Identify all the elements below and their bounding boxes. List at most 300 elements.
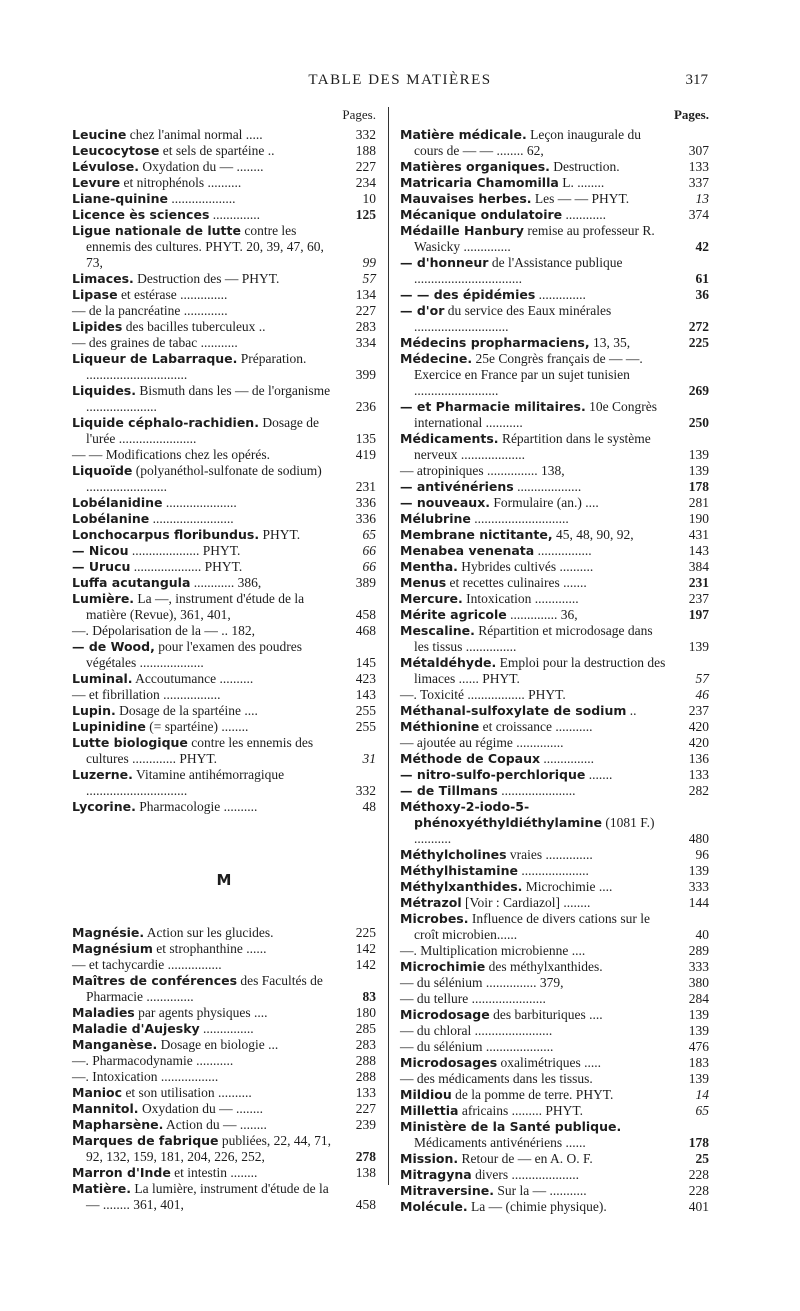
- entry-heading: Membrane nictitante,: [400, 527, 553, 542]
- entry-page: 284: [688, 991, 709, 1006]
- entry-heading: Mildiou: [400, 1087, 452, 1102]
- entry-page: 234: [355, 175, 376, 190]
- entry-text: Matière. La lumière, instrument d'étude de la — ........ 361, 401,: [72, 1181, 329, 1212]
- entry-page: 334: [355, 335, 376, 350]
- entry-text: Liqueur de Labarraque. Préparation. ..............................: [72, 351, 307, 382]
- entry-heading: Lycorine.: [72, 799, 136, 814]
- entry-text: Menabea venenata ................: [400, 543, 592, 558]
- index-entry: [400, 943, 709, 959]
- entry-page: 228: [688, 1183, 709, 1198]
- entry-text: — Urucu .................... PHYT.: [72, 559, 243, 574]
- index-entry: [72, 271, 376, 287]
- entry-heading: Lupin.: [72, 703, 116, 718]
- entry-heading: Méthylxanthides.: [400, 879, 523, 894]
- index-entry: [400, 1183, 709, 1199]
- entry-page: 42: [695, 239, 709, 254]
- entry-heading: Maladie d'Aujesky: [72, 1021, 200, 1036]
- entry-heading: Mitragyna: [400, 1167, 472, 1182]
- entry-heading: — d'or: [400, 303, 445, 318]
- entry-page: 384: [688, 559, 709, 574]
- entry-heading: Médecins propharmaciens,: [400, 335, 590, 350]
- entry-text: Marques de fabrique publiées, 22, 44, 71, 92, 132, 159, 181, 204, 226, 252,: [72, 1133, 332, 1164]
- entry-heading: Lobélanidine: [72, 495, 163, 510]
- entry-page: 178: [688, 1135, 709, 1150]
- entry-page: 399: [355, 367, 376, 382]
- entry-text: Marron d'Inde et intestin ........: [72, 1165, 258, 1180]
- entry-heading: Ligue nationale de lutte: [72, 223, 241, 238]
- index-entry: [400, 175, 709, 191]
- index-entry: [400, 687, 709, 703]
- entry-text: Lutte biologique contre les ennemis des cultures ............. PHYT.: [72, 735, 314, 766]
- entry-page: 225: [688, 335, 709, 350]
- index-entry: [72, 1117, 376, 1133]
- index-entry: [72, 559, 376, 575]
- entry-text: Mission. Retour de — en A. O. F.: [400, 1151, 593, 1166]
- entry-text: — antivénériens ...................: [400, 479, 582, 494]
- entry-text: — de Tillmans ......................: [400, 783, 576, 798]
- entry-text: Lycorine. Pharmacologie ..........: [72, 799, 258, 814]
- index-entry: [72, 1085, 376, 1101]
- entry-heading: — de Wood,: [72, 639, 155, 654]
- entry-page: 239: [355, 1117, 376, 1132]
- entry-text: — et Pharmacie militaires. 10e Congrès international ...........: [400, 399, 657, 430]
- entry-heading: Mescaline.: [400, 623, 475, 638]
- index-entry: [400, 287, 709, 303]
- entry-text: Millettia africains ......... PHYT.: [400, 1103, 584, 1118]
- index-list-m: [72, 925, 376, 1213]
- index-entry: [400, 303, 709, 335]
- entry-page: 197: [688, 607, 709, 622]
- entry-page: 480: [688, 831, 709, 846]
- entry-page: 139: [688, 639, 709, 654]
- index-entry: [400, 767, 709, 783]
- entry-heading: Lonchocarpus floribundus.: [72, 527, 260, 542]
- entry-text: Leucine chez l'animal normal .....: [72, 127, 263, 142]
- entry-heading: Mauvaises herbes.: [400, 191, 532, 206]
- entry-page: 269: [688, 383, 709, 398]
- entry-text: Mentha. Hybrides cultivés ..........: [400, 559, 594, 574]
- entry-text: Maladies par agents physiques ....: [72, 1005, 268, 1020]
- entry-text: Liquide céphalo-rachidien. Dosage de l'urée .......................: [72, 415, 319, 446]
- section-letter: M: [216, 871, 232, 889]
- index-entry: [400, 975, 709, 991]
- entry-text: Mapharsène. Action du — ........: [72, 1117, 267, 1132]
- index-entry: [72, 1101, 376, 1117]
- index-entry: [400, 607, 709, 623]
- entry-text: —. Toxicité ................. PHYT.: [400, 687, 566, 702]
- entry-text: — atropiniques ............... 138,: [400, 463, 565, 478]
- entry-text: Méthionine et croissance ...........: [400, 719, 593, 734]
- index-entry: [72, 543, 376, 559]
- entry-page: 255: [355, 703, 376, 718]
- entry-page: 225: [355, 925, 376, 940]
- entry-text: — Nicou .................... PHYT.: [72, 543, 241, 558]
- entry-text: Matière médicale. Leçon inaugurale du cours de — — ........ 62,: [400, 127, 642, 158]
- entry-text: Mérite agricole .............. 36,: [400, 607, 578, 622]
- index-entry: [72, 415, 376, 447]
- entry-page: 227: [355, 303, 376, 318]
- entry-heading: Leucine: [72, 127, 127, 142]
- entry-page: 420: [688, 735, 709, 750]
- entry-heading: Marques de fabrique: [72, 1133, 219, 1148]
- entry-page: 333: [688, 959, 709, 974]
- entry-text: Médecins propharmaciens, 13, 35,: [400, 335, 631, 350]
- entry-heading: Matricaria Chamomilla: [400, 175, 559, 190]
- entry-page: 139: [688, 447, 709, 462]
- index-entry: [72, 383, 376, 415]
- entry-page: 374: [688, 207, 709, 222]
- index-entry: [72, 973, 376, 1005]
- entry-heading: — — des épidémies: [400, 287, 536, 302]
- entry-heading: Leucocytose: [72, 143, 160, 158]
- entry-heading: Lipides: [72, 319, 123, 334]
- entry-heading: Matière.: [72, 1181, 132, 1196]
- entry-heading: Mentha.: [400, 559, 458, 574]
- entry-heading: Levure: [72, 175, 121, 190]
- index-entry: [400, 1087, 709, 1103]
- entry-heading: Méthylcholines: [400, 847, 507, 862]
- entry-text: Lumière. La —, instrument d'étude de la matière (Revue), 361, 401,: [72, 591, 305, 622]
- entry-heading: — nitro-sulfo-perchlorique: [400, 767, 586, 782]
- entry-heading: Microdosage: [400, 1007, 490, 1022]
- index-entry: [400, 223, 709, 255]
- index-entry: [72, 319, 376, 335]
- index-entry: [72, 941, 376, 957]
- entry-text: Membrane nictitante, 45, 48, 90, 92,: [400, 527, 634, 542]
- entry-page: 289: [688, 943, 709, 958]
- entry-text: Lonchocarpus floribundus. PHYT.: [72, 527, 301, 542]
- entry-text: — du chloral .......................: [400, 1023, 553, 1038]
- entry-heading: Lumière.: [72, 591, 135, 606]
- entry-page: 337: [688, 175, 709, 190]
- entry-text: — du tellure ......................: [400, 991, 546, 1006]
- entry-heading: Métaldéhyde.: [400, 655, 497, 670]
- index-entry: [72, 207, 376, 223]
- index-entry: [400, 495, 709, 511]
- entry-heading: Lipase: [72, 287, 118, 302]
- entry-text: — des médicaments dans les tissus.: [400, 1071, 593, 1086]
- index-entry: [400, 847, 709, 863]
- index-entry: [400, 1151, 709, 1167]
- pages-label-right: Pages.: [673, 107, 709, 122]
- index-entry: [72, 175, 376, 191]
- entry-heading: — nouveaux.: [400, 495, 491, 510]
- entry-heading: Mécanique ondulatoire: [400, 207, 563, 222]
- index-entry: [400, 191, 709, 207]
- entry-text: — de Wood, pour l'examen des poudres végétales ...................: [72, 639, 302, 670]
- entry-page: 389: [355, 575, 376, 590]
- entry-heading: Lutte biologique: [72, 735, 188, 750]
- entry-page: 183: [688, 1055, 709, 1070]
- entry-page: 231: [355, 479, 376, 494]
- entry-page: 135: [355, 431, 376, 446]
- index-entry: [400, 1103, 709, 1119]
- index-entry: [72, 623, 376, 639]
- index-entry: [72, 463, 376, 495]
- entry-heading: Microbes.: [400, 911, 469, 926]
- entry-heading: — et Pharmacie militaires.: [400, 399, 586, 414]
- index-entry: [400, 1039, 709, 1055]
- index-entry: [400, 159, 709, 175]
- entry-page: 190: [688, 511, 709, 526]
- entry-text: — d'or du service des Eaux minérales ............................: [400, 303, 612, 334]
- entry-text: Mauvaises herbes. Les — — PHYT.: [400, 191, 630, 206]
- entry-text: Métrazol [Voir : Cardiazol] ........: [400, 895, 591, 910]
- entry-text: Licence ès sciences ..............: [72, 207, 261, 222]
- entry-page: 25: [695, 1151, 709, 1166]
- index-entry: [400, 991, 709, 1007]
- entry-heading: Méthanal-sulfoxylate de sodium: [400, 703, 627, 718]
- entry-text: Lupinidine (= spartéine) ........: [72, 719, 249, 734]
- index-entry: [400, 703, 709, 719]
- entry-text: — des graines de tabac ...........: [72, 335, 238, 350]
- entry-heading: Magnésie.: [72, 925, 145, 940]
- index-entry: [72, 591, 376, 623]
- index-entry: [72, 1165, 376, 1181]
- entry-heading: Manganèse.: [72, 1037, 158, 1052]
- entry-page: 333: [688, 879, 709, 894]
- index-entry: [400, 543, 709, 559]
- index-entry: [400, 575, 709, 591]
- entry-heading: Liquides.: [72, 383, 136, 398]
- entry-page: 380: [688, 975, 709, 990]
- entry-heading: Liquoïde: [72, 463, 133, 478]
- entry-heading: Mitraversine.: [400, 1183, 494, 1198]
- entry-text: —. Intoxication .................: [72, 1069, 219, 1084]
- entry-heading: Luminal.: [72, 671, 133, 686]
- entry-page: 66: [362, 543, 376, 558]
- entry-text: Luminal. Accoutumance ..........: [72, 671, 254, 686]
- index-list-right: [400, 127, 709, 1215]
- entry-text: Manganèse. Dosage en biologie ...: [72, 1037, 279, 1052]
- entry-text: — de la pancréatine .............: [72, 303, 228, 318]
- entry-page: 236: [355, 399, 376, 414]
- entry-heading: Médicaments.: [400, 431, 499, 446]
- entry-page: 83: [362, 989, 376, 1004]
- entry-text: Mitragyna divers ....................: [400, 1167, 579, 1182]
- index-entry: [72, 447, 376, 463]
- left-column: [72, 107, 376, 1213]
- entry-heading: Maladies: [72, 1005, 135, 1020]
- index-entry: [400, 559, 709, 575]
- entry-page: 145: [355, 655, 376, 670]
- entry-page: 282: [688, 783, 709, 798]
- entry-text: Médaille Hanbury remise au professeur R. Wasicky ..............: [400, 223, 655, 254]
- index-entry: [400, 127, 709, 159]
- entry-heading: Mission.: [400, 1151, 459, 1166]
- entry-heading: Mélubrine: [400, 511, 471, 526]
- index-entry: [400, 479, 709, 495]
- entry-text: Lipase et estérase ..............: [72, 287, 228, 302]
- entry-text: Manioc et son utilisation ..........: [72, 1085, 252, 1100]
- entry-page: 227: [355, 159, 376, 174]
- entry-text: Microchimie des méthylxanthides.: [400, 959, 603, 974]
- index-entry: [400, 255, 709, 287]
- entry-text: Lobélanine ........................: [72, 511, 234, 526]
- entry-text: Métaldéhyde. Emploi pour la destruction des limaces ...... PHYT.: [400, 655, 666, 686]
- entry-page: 283: [355, 319, 376, 334]
- pages-label-left: Pages.: [342, 107, 376, 122]
- entry-heading: Liquide céphalo-rachidien.: [72, 415, 259, 430]
- entry-text: Médecine. 25e Congrès français de — —. Exercice en France par un sujet tunisien .........................: [400, 351, 643, 398]
- index-entry: [400, 895, 709, 911]
- entry-page: 237: [688, 703, 709, 718]
- index-entry: [400, 863, 709, 879]
- index-entry: [400, 783, 709, 799]
- entry-page: 336: [355, 495, 376, 510]
- entry-page: 40: [695, 927, 709, 942]
- entry-text: Ligue nationale de lutte contre les ennemis des cultures. PHYT. 20, 39, 47, 60, 73,: [72, 223, 324, 270]
- index-entry: [72, 527, 376, 543]
- entry-page: 188: [355, 143, 376, 158]
- entry-page: 458: [355, 1197, 376, 1212]
- entry-page: 48: [362, 799, 376, 814]
- entry-page: 332: [355, 127, 376, 142]
- entry-text: Microdosages oxalimétriques .....: [400, 1055, 602, 1070]
- entry-heading: Méthionine: [400, 719, 480, 734]
- entry-page: 13: [695, 191, 709, 206]
- entry-heading: Menus: [400, 575, 447, 590]
- entry-heading: Liqueur de Labarraque.: [72, 351, 238, 366]
- entry-text: Matières organiques. Destruction.: [400, 159, 620, 174]
- entry-page: 336: [355, 511, 376, 526]
- entry-text: —. Pharmacodynamie ...........: [72, 1053, 234, 1068]
- entry-heading: Menabea venenata: [400, 543, 535, 558]
- entry-page: 332: [355, 783, 376, 798]
- entry-heading: Mapharsène.: [72, 1117, 164, 1132]
- entry-page: 139: [688, 863, 709, 878]
- entry-text: Mitraversine. Sur la — ...........: [400, 1183, 587, 1198]
- entry-heading: Mercure.: [400, 591, 463, 606]
- index-entry: [400, 1007, 709, 1023]
- index-entry: [400, 399, 709, 431]
- entry-page: 14: [695, 1087, 709, 1102]
- index-entry: [72, 1005, 376, 1021]
- entry-page: 57: [362, 271, 376, 286]
- entry-page: 142: [355, 957, 376, 972]
- entry-page: 285: [355, 1021, 376, 1036]
- entry-heading: — antivénériens: [400, 479, 514, 494]
- entry-text: Luzerne. Vitamine antihémorragique ..............................: [72, 767, 285, 798]
- entry-page: 142: [355, 941, 376, 956]
- entry-text: — du sélénium ............... 379,: [400, 975, 564, 990]
- entry-page: 133: [688, 767, 709, 782]
- index-entry: [400, 207, 709, 223]
- entry-heading: Méthoxy-2-iodo-5-phénoxyéthyldiéthylamine: [400, 799, 602, 830]
- entry-text: Mercure. Intoxication .............: [400, 591, 579, 606]
- entry-heading: Lévulose.: [72, 159, 140, 174]
- column-divider: [388, 107, 389, 1185]
- index-entry: [400, 431, 709, 463]
- entry-text: Microdosage des barbituriques ....: [400, 1007, 603, 1022]
- index-entry: [400, 1167, 709, 1183]
- index-entry: [72, 495, 376, 511]
- entry-heading: Matière médicale.: [400, 127, 527, 142]
- entry-page: 65: [362, 527, 376, 542]
- entry-text: — ajoutée au régime ..............: [400, 735, 564, 750]
- entry-text: Luffa acutangula ............ 386,: [72, 575, 262, 590]
- entry-heading: Mannitol.: [72, 1101, 139, 1116]
- entry-heading: Méthylhistamine: [400, 863, 518, 878]
- entry-heading: Mérite agricole: [400, 607, 507, 622]
- entry-heading: Manioc: [72, 1085, 123, 1100]
- entry-heading: Licence ès sciences: [72, 207, 210, 222]
- entry-text: —. Multiplication microbienne ....: [400, 943, 586, 958]
- index-entry: [400, 1055, 709, 1071]
- entry-heading: Maîtres de conférences: [72, 973, 238, 988]
- index-entry: [72, 799, 376, 815]
- entry-page: 237: [688, 591, 709, 606]
- index-entry: [72, 143, 376, 159]
- entry-page: 307: [688, 143, 709, 158]
- entry-page: 133: [688, 159, 709, 174]
- entry-page: 288: [355, 1069, 376, 1084]
- index-entry: [400, 1119, 709, 1151]
- index-entry: [400, 527, 709, 543]
- index-entry: [400, 911, 709, 943]
- entry-heading: Molécule.: [400, 1199, 468, 1214]
- index-entry: [72, 735, 376, 767]
- entry-page: 178: [688, 479, 709, 494]
- entry-page: 419: [355, 447, 376, 462]
- entry-page: 231: [688, 575, 709, 590]
- entry-text: Liquoïde (polyanéthol-sulfonate de sodium) ........................: [72, 463, 322, 494]
- entry-text: Mélubrine ............................: [400, 511, 569, 526]
- index-entry: [400, 351, 709, 399]
- index-entry: [400, 1199, 709, 1215]
- index-entry: [400, 591, 709, 607]
- entry-page: 250: [688, 415, 709, 430]
- index-entry: [72, 335, 376, 351]
- entry-page: 138: [355, 1165, 376, 1180]
- entry-text: Mécanique ondulatoire ............: [400, 207, 607, 222]
- entry-heading: — Nicou: [72, 543, 129, 558]
- index-entry: [72, 1053, 376, 1069]
- entry-page: 136: [688, 751, 709, 766]
- entry-heading: Médaille Hanbury: [400, 223, 524, 238]
- entry-text: Liane-quinine ...................: [72, 191, 236, 206]
- entry-text: Médicaments. Répartition dans le système nerveux ...................: [400, 431, 651, 462]
- entry-page: 281: [688, 495, 709, 510]
- entry-text: Lévulose. Oxydation du — ........: [72, 159, 264, 174]
- entry-heading: Matières organiques.: [400, 159, 550, 174]
- index-entry: [72, 287, 376, 303]
- entry-text: Microbes. Influence de divers cations sur le croît microbien......: [400, 911, 650, 942]
- index-entry: [400, 735, 709, 751]
- entry-page: 468: [355, 623, 376, 638]
- entry-text: Magnésie. Action sur les glucides.: [72, 925, 274, 940]
- index-entry: [400, 1071, 709, 1087]
- index-entry: [72, 351, 376, 383]
- entry-text: — nitro-sulfo-perchlorique .......: [400, 767, 613, 782]
- entry-page: 31: [362, 751, 376, 766]
- index-entry: [400, 719, 709, 735]
- entry-page: 431: [688, 527, 709, 542]
- index-entry: [400, 511, 709, 527]
- entry-text: Méthylxanthides. Microchimie ....: [400, 879, 613, 894]
- entry-page: 288: [355, 1053, 376, 1068]
- index-entry: [400, 335, 709, 351]
- index-entry: [72, 303, 376, 319]
- entry-heading: Ministère de la Santé publique.: [400, 1119, 622, 1134]
- entry-page: 133: [355, 1085, 376, 1100]
- entry-page: 134: [355, 287, 376, 302]
- entry-page: 278: [355, 1149, 376, 1164]
- entry-text: Matricaria Chamomilla L. ........: [400, 175, 605, 190]
- entry-text: Mildiou de la pomme de terre. PHYT.: [400, 1087, 614, 1102]
- index-entry: [400, 463, 709, 479]
- entry-heading: Méthode de Copaux: [400, 751, 541, 766]
